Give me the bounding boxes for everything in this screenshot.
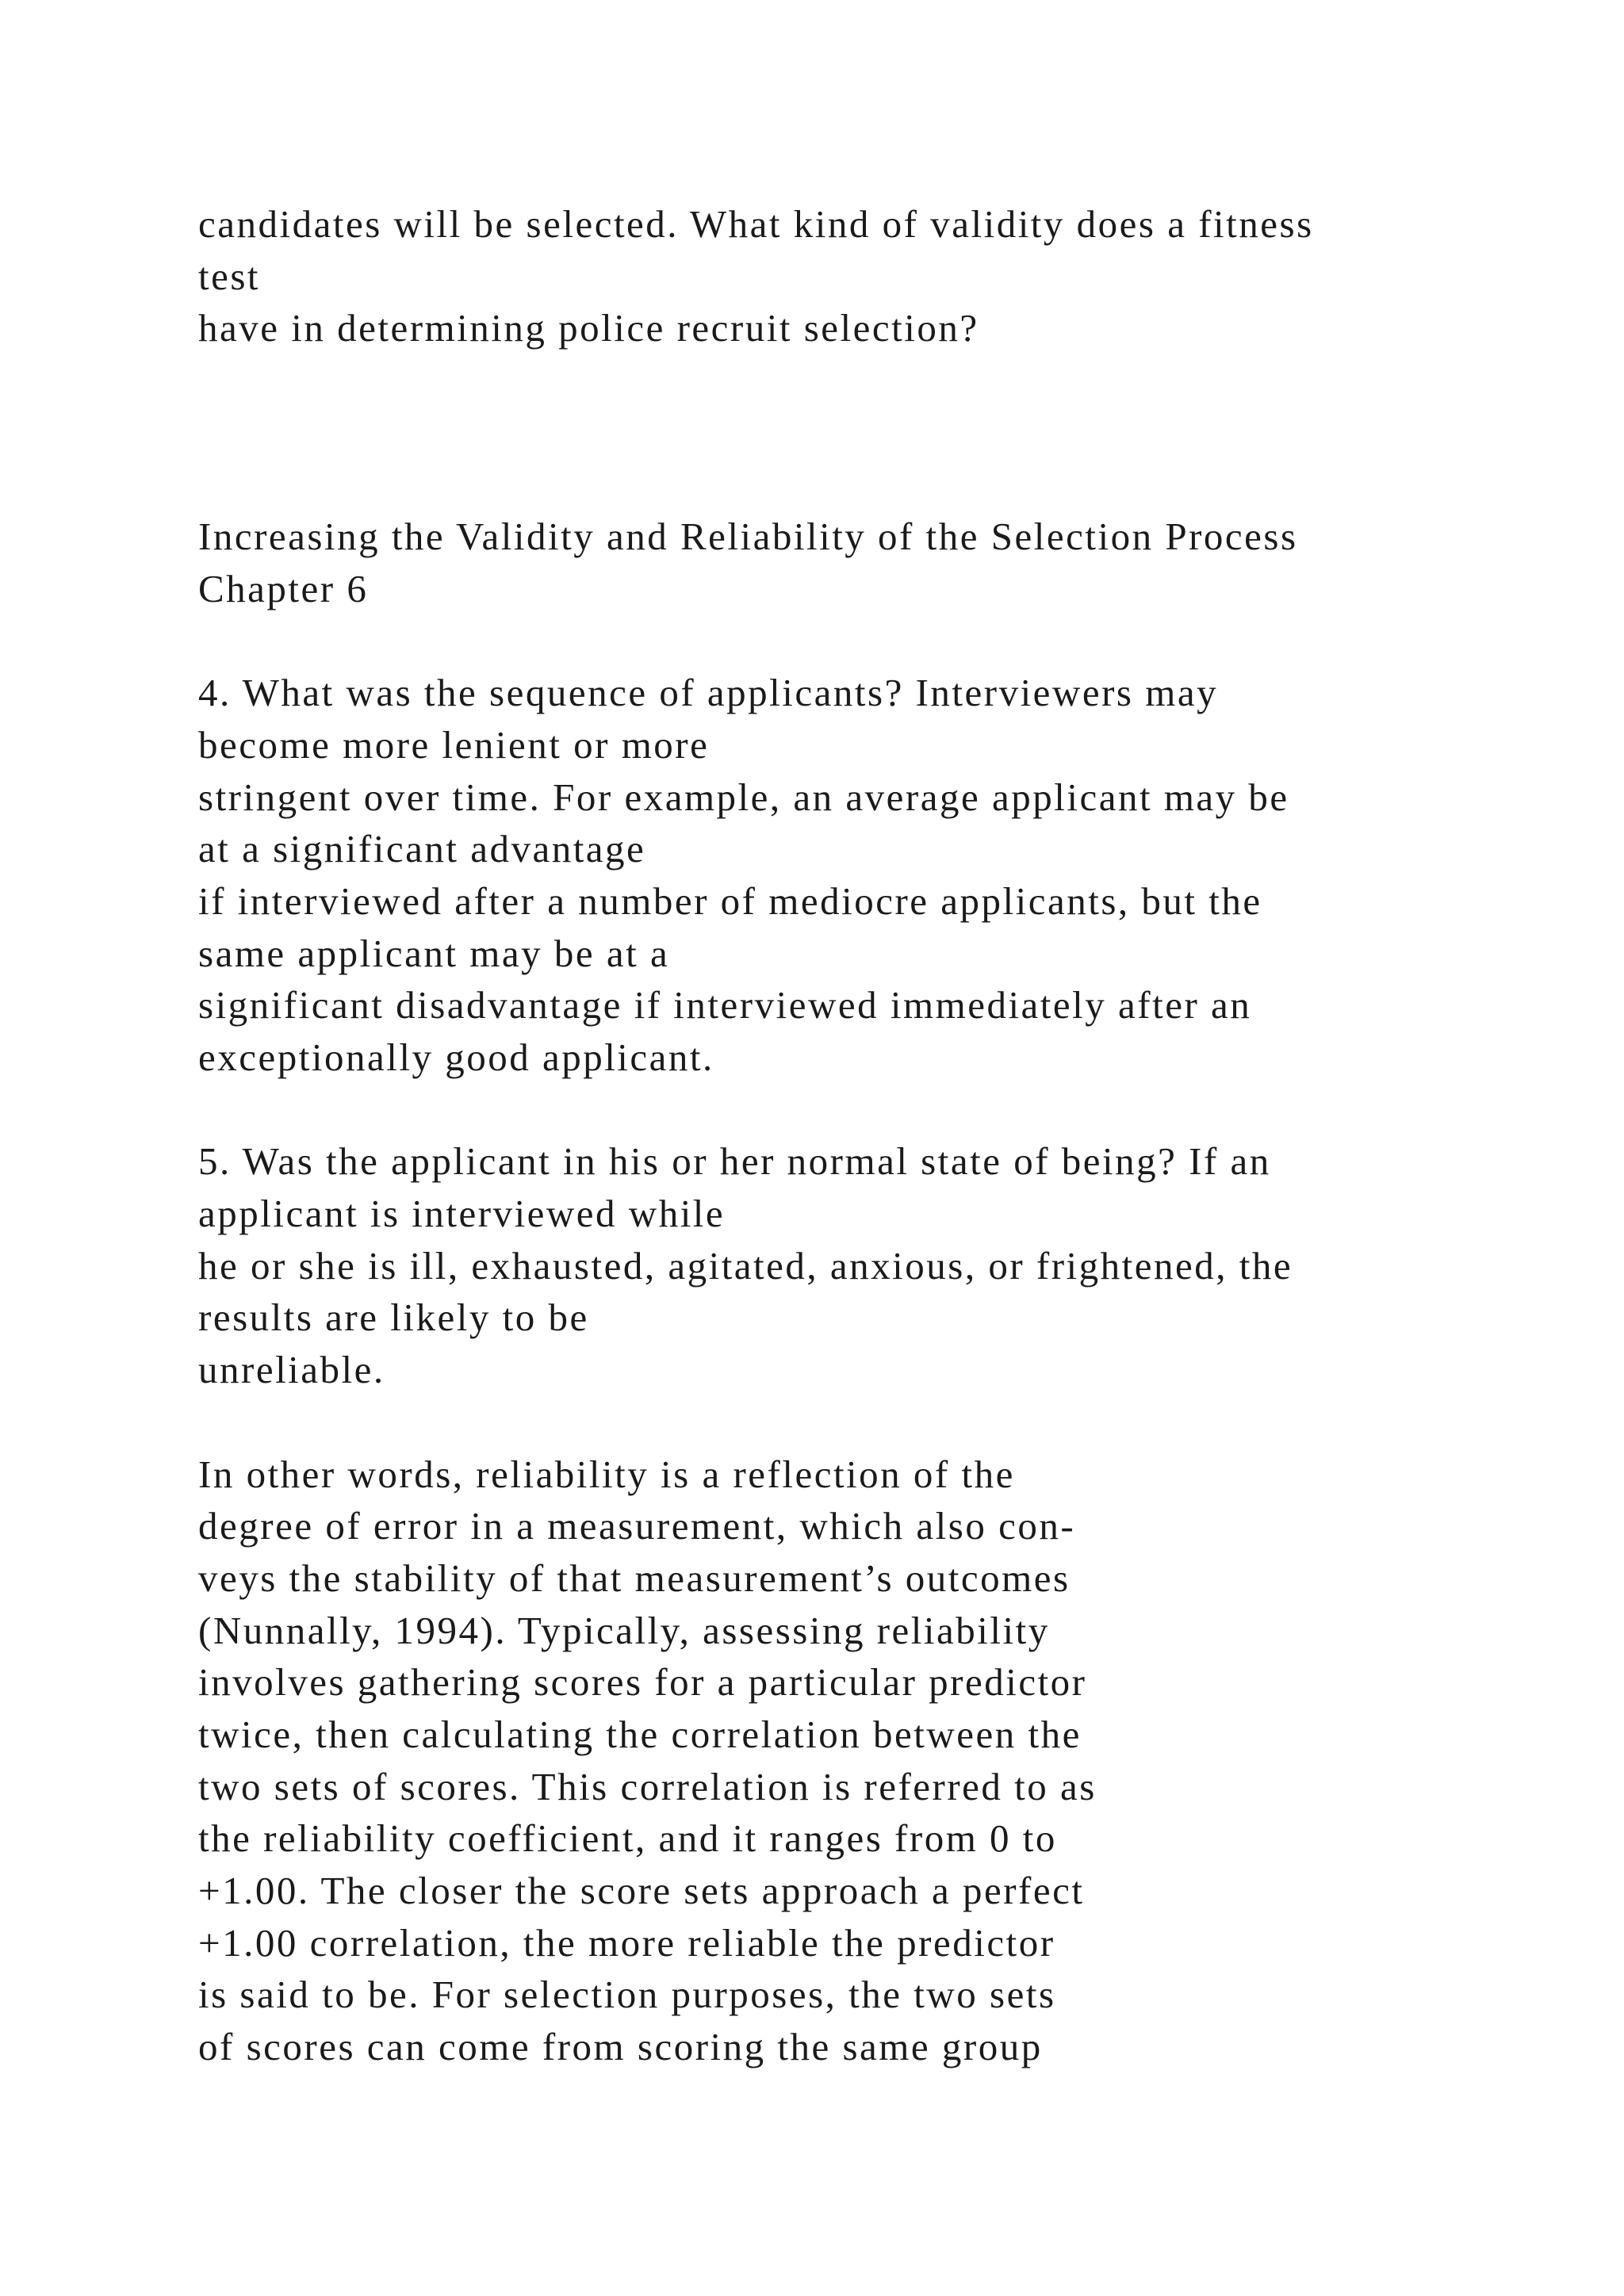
text-line: unreliable. (198, 1348, 385, 1392)
text-line: veys the stability of that measurement’s outcomes (198, 1556, 1071, 1600)
text-line: is said to be. For selection purposes, the two sets (198, 1973, 1056, 2017)
text-line: same applicant may be at a (198, 931, 670, 975)
text-line: twice, then calculating the correlation between the (198, 1712, 1082, 1756)
text-line: involves gathering scores for a particular predictor (198, 1660, 1087, 1705)
text-line: the reliability coefficient, and it ranges from 0 to (198, 1816, 1057, 1861)
text-line: significant disadvantage if interviewed immediately after an (198, 983, 1252, 1027)
document-text (198, 198, 1546, 2073)
text-line: he or she is ill, exhausted, agitated, anxious, or frightened, the (198, 1243, 1293, 1288)
text-line: exceptionally good applicant. (198, 1035, 714, 1079)
blank-line (198, 1084, 1546, 1136)
text-line: test (198, 254, 261, 298)
text-line: of scores can come from scoring the same group (198, 2025, 1043, 2069)
text-line: 4. What was the sequence of applicants? Interviewers may (198, 671, 1219, 715)
chapter-label: Chapter 6 (198, 566, 369, 610)
text-line: +1.00 correlation, the more reliable the predictor (198, 1920, 1055, 1965)
text-line: applicant is interviewed while (198, 1192, 726, 1236)
text-line: have in determining police recruit selection? (198, 306, 979, 350)
text-line: (Nunnally, 1994). Typically, assessing reliability (198, 1608, 1050, 1652)
text-line: stringent over time. For example, an average applicant may be (198, 775, 1289, 819)
text-line: if interviewed after a number of mediocre applicants, but the (198, 878, 1262, 923)
blank-line (198, 458, 1546, 511)
section-heading: Increasing the Validity and Reliability of the Selection Process (198, 515, 1298, 559)
text-line: In other words, reliability is a reflection of the (198, 1452, 1015, 1496)
text-line: degree of error in a measurement, which also con- (198, 1504, 1076, 1548)
text-line: 5. Was the applicant in his or her normal state of being? If an (198, 1139, 1271, 1184)
blank-line (198, 407, 1546, 459)
blank-line (198, 1396, 1546, 1448)
text-line: at a significant advantage (198, 827, 646, 871)
text-line: become more lenient or more (198, 722, 710, 767)
blank-line (198, 354, 1546, 407)
text-line: candidates will be selected. What kind of validity does a fitness (198, 202, 1314, 246)
text-line: +1.00. The closer the score sets approach a perfect (198, 1869, 1085, 1912)
text-line: results are likely to be (198, 1295, 589, 1340)
blank-line (198, 615, 1546, 668)
text-line: two sets of scores. This correlation is referred to as (198, 1764, 1097, 1808)
